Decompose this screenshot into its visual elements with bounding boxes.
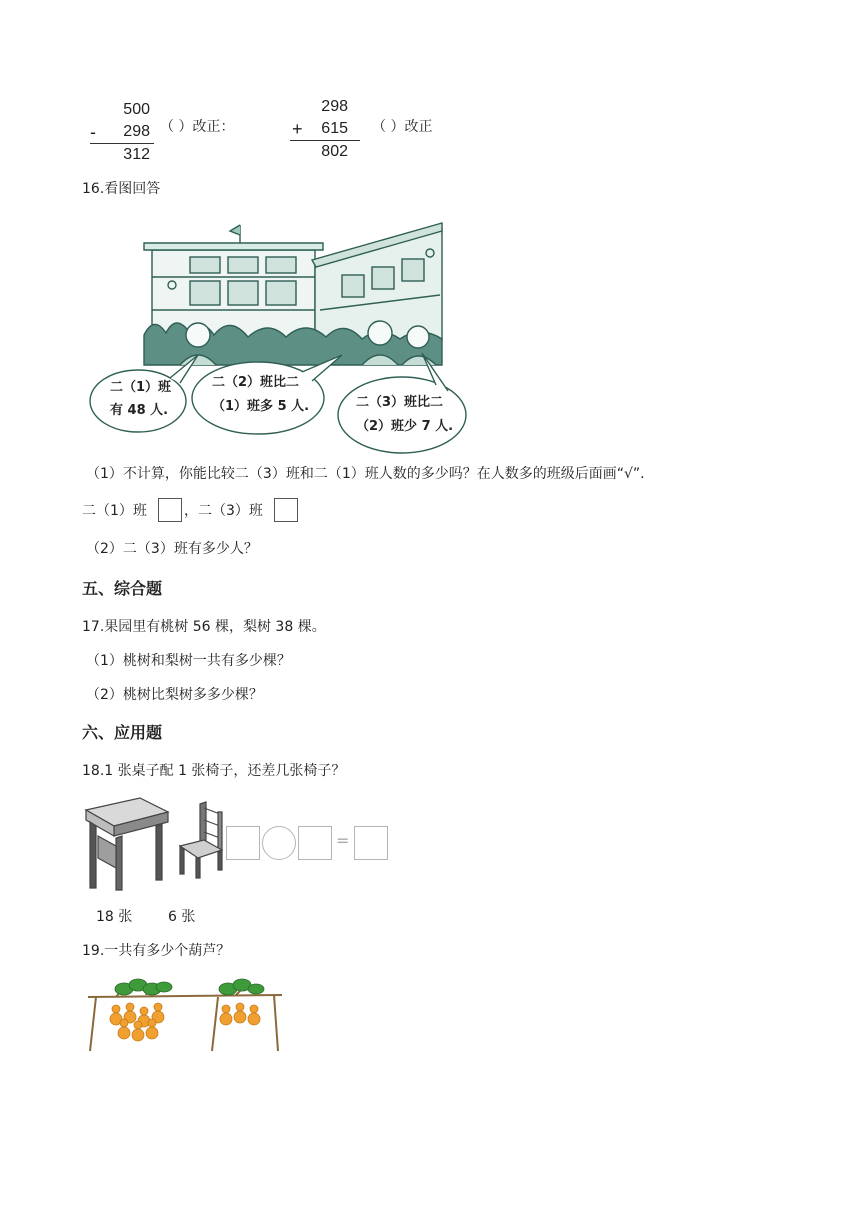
class-3-label: 二（3）班 <box>198 503 263 519</box>
bubble-class-1-line2: 有 48 人. <box>110 403 169 418</box>
question-18-title: 18.1 张桌子配 1 张椅子，还差几张椅子？ <box>82 763 346 779</box>
addend-2: 615 <box>321 120 348 137</box>
bubble-class-2-line1: 二（2）班比二 <box>212 375 300 390</box>
school-illustration <box>80 215 480 455</box>
correction-prompt: （ ）改正： <box>160 119 235 135</box>
question-17-part-1: （1）桃树和梨树一共有多少棵？ <box>86 653 291 669</box>
gourd-vine-picture <box>86 975 286 1055</box>
question-19-title: 19.一共有多少个葫芦？ <box>82 943 231 959</box>
question-16-part-1: （1）不计算，你能比较二（3）班和二（1）班人数的多少吗？在人数多的班级后面画“√”. <box>86 466 645 482</box>
bubble-class-3-line2: （2）班少 7 人. <box>356 419 454 434</box>
addend-1: 298 <box>321 98 348 115</box>
question-16-title: 16.看图回答 <box>82 181 161 197</box>
class-1-check-box[interactable] <box>158 498 182 522</box>
class-3-check-box[interactable] <box>274 498 298 522</box>
chair-count-label: 6 张 <box>168 909 196 925</box>
equals-sign: = <box>336 831 350 850</box>
operator-circle[interactable] <box>262 826 296 860</box>
desk-count-label: 18 张 <box>96 909 133 925</box>
difference: 312 <box>123 146 150 163</box>
operand-1-box[interactable] <box>226 826 260 860</box>
question-16-part-2: （2）二（3）班有多少人？ <box>86 541 258 557</box>
section-5-heading: 五、综合题 <box>82 579 163 598</box>
question-17-part-2: （2）桃树比梨树多多少棵？ <box>86 687 263 703</box>
result-box[interactable] <box>354 826 388 860</box>
subtrahend: 298 <box>123 123 150 140</box>
sum-line <box>90 143 154 144</box>
operand-2-box[interactable] <box>298 826 332 860</box>
comma: ， <box>184 503 198 519</box>
chair-picture <box>176 800 226 880</box>
minuend: 500 <box>123 101 150 118</box>
bubble-class-1-line1: 二（1）班 <box>110 380 172 395</box>
correction-prompt: （ ）改正 <box>372 119 433 135</box>
sum-line <box>290 140 360 141</box>
plus-sign: + <box>292 119 303 139</box>
bubble-class-2-line2: （1）班多 5 人. <box>212 399 310 414</box>
section-6-heading: 六、应用题 <box>82 723 163 742</box>
desk-picture <box>82 796 172 892</box>
bubble-class-3-line1: 二（3）班比二 <box>356 395 444 410</box>
class-1-label: 二（1）班 <box>82 503 147 519</box>
question-17-title: 17.果园里有桃树 56 棵，梨树 38 棵。 <box>82 619 326 635</box>
sum: 802 <box>321 143 348 160</box>
minus-sign: - <box>90 122 96 142</box>
